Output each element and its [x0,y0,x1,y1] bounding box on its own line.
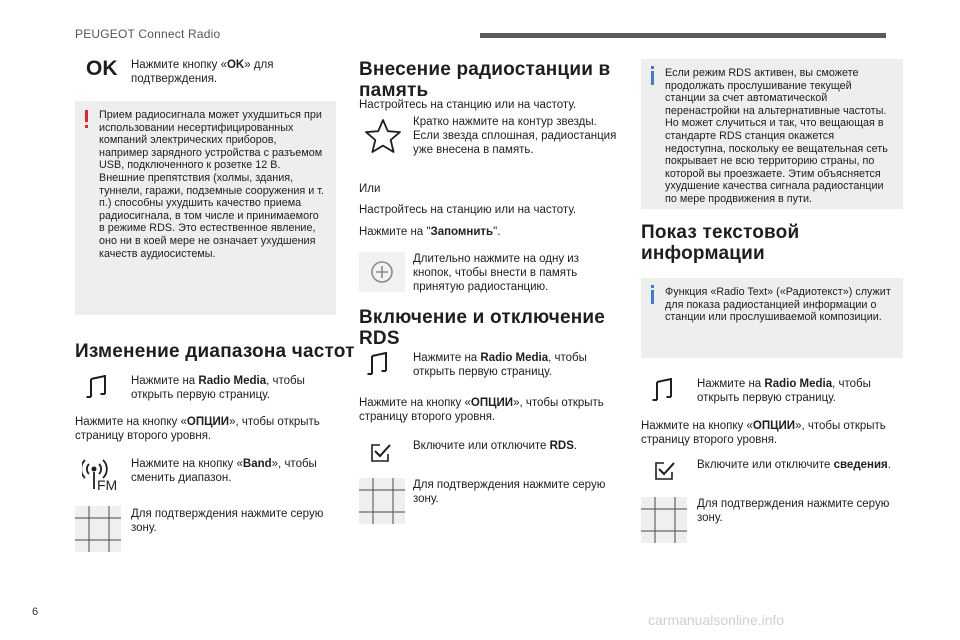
info-radiotext-text: Функция «Radio Text» («Радиотекст») служит для показа радиостанцией информации о станции или прослушиваемой композиции. [665,286,891,324]
options-instruction: Нажмите на кнопку «ОПЦИИ», чтобы открыть страницу второго уровня. [641,420,886,446]
heading-radio-text: Показ текстовой информации [641,222,800,264]
checkbox-icon [370,443,392,463]
confirm-instruction: Для подтверждения нажмите серую зону. [413,479,606,505]
ok-button-icon: OK [86,57,118,80]
info-rds-text: Если режим RDS активен, вы сможете продолжать прослушивание текущей станции за счет автоматической перенастройки на альтернативные частоты. Но может случиться и так, что вещающая в стандарте RDS станция окажется недоступна, поскольку ее вещательная сеть покрывает не всю территорию страны, по которой вы проезжаете. Этим объясняется ухудшение качества сигнала радиостанции по мере продвижения в пути. [665,67,888,205]
options-instruction: Нажмите на кнопку «ОПЦИИ», чтобы открыть страницу второго уровня. [75,416,320,442]
grey-zone-grid-icon [75,506,121,552]
info-note-radiotext [641,278,903,358]
preset-instruction: Длительно нажмите на одну из кнопок, чтобы внести в память принятую радиостанцию. [413,253,580,293]
add-preset-icon [359,252,405,292]
band-instruction: Нажмите на кнопку «Band», чтобы сменить диапазон. [131,458,317,484]
memorize-instruction: Нажмите на "Запомнить". [359,226,501,238]
info-mark-icon [651,71,654,85]
page-number: 6 [32,606,39,618]
or-text: Или [359,183,381,195]
music-note-icon [367,352,389,378]
music-note-icon [652,378,674,404]
confirm-instruction: Для подтверждения нажмите серую зону. [131,508,324,534]
heading-save-station: Внесение радиостанции в память [359,59,611,101]
heading-rds: Включение и отключение RDS [359,307,606,349]
checkbox-icon [654,461,676,481]
options-instruction: Нажмите на кнопку «ОПЦИИ», чтобы открыть страницу второго уровня. [359,397,604,423]
warning-text: Прием радиосигнала может ухудшиться при использовании несертифицированных компаний электрических приборов, например зарядного устройства с разъемом USB, подключенного к розетке 12 В. Внешние препятствия (холмы, здания, туннели, гаражи, подземные сооружения и т. п.) способны ухудшить качество приема радиосигнала, в том числе и принимаемого в режиме RDS. Это естественное явление, оно ни в коей мере не означает ухудшения качеств аудиосистемы. [99,109,325,260]
confirm-instruction: Для подтверждения нажмите серую зону. [697,498,890,524]
ok-instruction: Нажмите кнопку «OK» для подтверждения. [131,59,274,85]
tune-instruction-1: Настройтесь на станцию или на частоту. [359,99,577,111]
running-header: PEUGEOT Connect Radio [75,27,221,41]
star-outline-icon [364,118,402,154]
info-note-rds [641,59,903,209]
info-toggle-instruction: Включите или отключите сведения. [697,459,891,471]
radio-media-instruction: Нажмите на Radio Media, чтобы открыть первую страницу. [413,352,587,378]
fm-radio-icon [82,456,122,492]
header-rule [480,33,886,38]
radio-media-instruction: Нажмите на Radio Media, чтобы открыть первую страницу. [131,375,305,401]
warning-note [75,101,336,315]
heading-band-change: Изменение диапазона частот [75,341,355,362]
music-note-icon [86,375,108,401]
radio-media-instruction: Нажмите на Radio Media, чтобы открыть первую страницу. [697,378,871,404]
svg-text:FM: FM [97,477,118,492]
info-mark-icon [651,290,654,304]
grey-zone-grid-icon [359,478,405,524]
tune-instruction-2: Настройтесь на станцию или на частоту. [359,204,577,216]
watermark: carmanualsonline.info [648,612,785,628]
warning-mark-icon [85,110,88,122]
grey-zone-grid-icon [641,497,687,543]
rds-toggle-instruction: Включите или отключите RDS. [413,440,578,452]
star-instruction: Кратко нажмите на контур звезды. Если звезда сплошная, радиостанция уже внесена в память. [413,116,617,156]
